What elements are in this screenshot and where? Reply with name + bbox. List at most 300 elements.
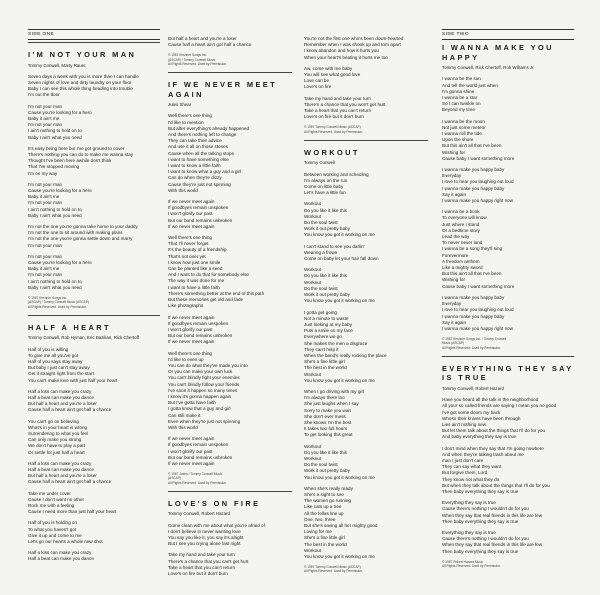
lyric-line: She knows I'm the best bbox=[304, 419, 352, 425]
lyric-line: Have you heard all the talk in the neighborhood bbox=[442, 397, 539, 403]
lyric-stanza bbox=[28, 146, 160, 177]
side-two-label: SIDE TWO bbox=[442, 29, 574, 40]
lyric-line: That's not over yet bbox=[168, 253, 206, 259]
lyric-line: The women go running bbox=[304, 498, 351, 504]
lyric-line: When the band's really rocking the place bbox=[304, 352, 387, 358]
copyright-line: All Rights Reserved. Used by Permission. bbox=[442, 563, 501, 568]
song-credits: Tommy Conwell, Robert Hazard bbox=[442, 385, 504, 391]
lyric-line: Cause when all the talking stops bbox=[168, 150, 234, 156]
lyric-line: Sorry to make you wait bbox=[304, 407, 351, 413]
lyric-line: I'd like to mention bbox=[168, 119, 204, 125]
lyric-line: Rock me with a feeling bbox=[28, 502, 75, 508]
copyright-line: All Rights Reserved. Used by Permission. bbox=[304, 569, 363, 574]
lyric-stanza bbox=[168, 235, 292, 309]
lyric-line: I ain't nothing to hold on to bbox=[28, 206, 82, 212]
lyric-stanza bbox=[28, 461, 160, 486]
lyric-line: I won't glorify our past bbox=[168, 448, 213, 454]
lyric-line: I'm on my way bbox=[28, 170, 58, 176]
lyric-line: It's easy being here but I've got ground to cover bbox=[28, 145, 125, 151]
lyric-line: I want to have something else bbox=[168, 156, 229, 162]
lyric-line: Can be planted like a seed bbox=[168, 266, 223, 272]
side-one-label: SIDE ONE bbox=[28, 29, 160, 40]
lyric-stanza bbox=[168, 523, 292, 548]
lyric-line: There's a chance that you can't get hurt bbox=[168, 558, 249, 564]
copyright-line: © 1987 Kirshner Songs Inc. / Tommy Conwell bbox=[442, 337, 507, 342]
lyric-line: I'm out the door bbox=[28, 92, 60, 98]
lyric-line: But our bond remains unbroken bbox=[168, 217, 233, 223]
lyric-line: I wanna be a star bbox=[442, 95, 478, 100]
copyright-notice bbox=[304, 565, 428, 573]
lyric-line: I'm not the one you're gonna settle down and marry bbox=[28, 236, 133, 242]
lyric-stanza bbox=[304, 267, 428, 304]
lyric-line: Like photographs bbox=[168, 303, 204, 309]
lyric-line: I've got some doom my back bbox=[442, 409, 501, 415]
lyric-line: If we never meet again bbox=[168, 436, 215, 442]
section-divider bbox=[168, 491, 292, 492]
lyric-line: I've soon it happen so many times bbox=[168, 387, 238, 393]
lyric-line: You can't go on believing bbox=[28, 418, 79, 424]
lyric-line: But our bond remains unbroken bbox=[168, 454, 233, 460]
lyric-line: All the fellas line up bbox=[304, 510, 344, 516]
lyric-line: But half a heart and you're a loser bbox=[168, 36, 237, 41]
lyric-line: I won't glorify our past bbox=[168, 211, 213, 217]
copyright-notice bbox=[442, 337, 574, 350]
lyric-line: Cause half a heart ain't got half a chance bbox=[28, 407, 112, 413]
lyric-line: Remember when I was shook up and torn apart bbox=[304, 42, 401, 48]
copyright-line: (ASCAP) / Tommy Conwell Music bbox=[168, 57, 216, 62]
lyric-line: I don't believe in never wanting love bbox=[168, 528, 241, 534]
lyric-stanza bbox=[442, 209, 574, 290]
lyric-line: The way it was done for me bbox=[168, 278, 225, 284]
lyric-line: I wanna be a book bbox=[442, 209, 480, 215]
lyric-line: Come on little baby bbox=[304, 184, 344, 190]
lyric-line: Take a heart that you can't return bbox=[304, 108, 372, 114]
lyric-line: Just looking at my baby bbox=[304, 321, 353, 327]
song-title: EVERYTHING THEY SAY IS TRUE bbox=[442, 363, 574, 383]
lyric-line: Surrendering to what you feel bbox=[28, 430, 89, 436]
copyright-notice bbox=[28, 296, 160, 309]
lyric-line: To never never land bbox=[442, 240, 483, 246]
lyric-line: Cause there's nothing I wouldn't do for you bbox=[442, 506, 529, 512]
lyric-line: But half a heart and you're a loser bbox=[28, 401, 97, 407]
lyric-line: But half a heart and you're a loser bbox=[28, 473, 97, 479]
section-divider bbox=[28, 42, 160, 43]
lyric-line: Work it out pretty baby bbox=[304, 226, 350, 232]
lyric-line: Cause I need more than just half your heart bbox=[28, 509, 117, 515]
copyright-notice bbox=[168, 472, 292, 485]
lyric-line: There's a chance that you won't get hurt bbox=[304, 101, 386, 107]
lyric-line: I'm not the one you're gonna take home to your daddy bbox=[28, 224, 138, 230]
lyric-line: When they say that real friends in this life are few bbox=[442, 542, 543, 548]
copyright-line: All Rights Reserved. Used by Permission. bbox=[28, 304, 87, 309]
lyric-line: Workout bbox=[304, 455, 322, 461]
lyric-line: There's nothing you can do to make me wanna stay bbox=[28, 152, 134, 158]
lyric-line: It's the beauty of a friendship bbox=[168, 247, 227, 253]
lyric-line: She don't ever mess bbox=[304, 413, 346, 419]
lyric-line: Like cats up a tree bbox=[304, 504, 342, 510]
lyric-line: Can do when they're dizzy bbox=[168, 175, 222, 181]
lyric-line: Half of you is holding on bbox=[28, 520, 78, 526]
lyric-line: Do you like it like this bbox=[304, 207, 347, 213]
lyric-line: Workout bbox=[304, 213, 322, 219]
lyric-line: If goodbyes remain unspoken bbox=[168, 320, 229, 326]
lyric-line: The best in the world bbox=[304, 541, 347, 547]
lyric-line: But forgive them, Lord bbox=[442, 470, 488, 476]
lyric-line: They can take their advice bbox=[168, 138, 222, 144]
lyric-line: I want to know what a guy and a girl bbox=[168, 169, 242, 175]
lyric-line: Not a minute to waste bbox=[304, 315, 349, 321]
lyric-stanza bbox=[304, 201, 428, 238]
lyric-stanza bbox=[304, 96, 428, 121]
lyric-stanza bbox=[168, 113, 292, 194]
lyric-line: To what you haven't got bbox=[28, 526, 77, 532]
lyric-stanza bbox=[28, 104, 160, 141]
lyric-stanza bbox=[28, 550, 160, 562]
lyric-line: Half a beat can make you dance bbox=[28, 394, 94, 400]
lyric-stanza bbox=[442, 500, 574, 525]
lyric-line: She makes the men a disgrace bbox=[304, 340, 368, 346]
lyric-line: Seven days a week with you is more than I can handle bbox=[28, 73, 139, 79]
lyric-line: Wishing for bbox=[442, 149, 465, 155]
lyric-line: Workout bbox=[304, 443, 322, 449]
lyric-stanza bbox=[28, 520, 160, 545]
lyric-line: Do you like it like this bbox=[304, 273, 347, 279]
lyric-line: I gotta get going bbox=[304, 309, 337, 315]
lyric-line: I know abandon and how it hurts you bbox=[304, 48, 379, 54]
copyright-line: © 1987 Robert Hazard Music bbox=[442, 559, 484, 564]
lyric-line: I gotta know that a guy and girl bbox=[168, 406, 231, 412]
lyric-line: And tell the world just when bbox=[442, 82, 498, 88]
lyric-stanza bbox=[168, 36, 292, 48]
lyric-line: Give it up and come to me bbox=[28, 532, 82, 538]
song-title: WORKOUT bbox=[304, 147, 360, 157]
song-title: I'M NOT YOUR MAN bbox=[28, 50, 137, 59]
copyright-notice bbox=[168, 53, 292, 66]
lyric-line: But after everything's already happened bbox=[168, 125, 250, 131]
lyric-line: You can't make love with just half your heart bbox=[28, 377, 118, 383]
lyric-line: Even when they're just not spinning bbox=[168, 418, 241, 424]
lyric-line: I ain't nothing to hold on to bbox=[28, 278, 82, 284]
lyric-line: Everyday bbox=[442, 173, 462, 179]
lyric-line: I wanna make you happy baby bbox=[442, 185, 505, 191]
lyric-line: But when they talk about the things that I'll do for you bbox=[442, 482, 550, 488]
lyric-line: Upon the shore bbox=[442, 137, 474, 143]
lyric-line: I ain't nothing to hold on to bbox=[28, 128, 82, 134]
lyric-line: You can't blindly fight your enemies bbox=[168, 375, 240, 381]
lyric-line: I love to hear you laughing out loud bbox=[442, 179, 514, 185]
lyric-line: She just laughs when I say bbox=[304, 401, 359, 407]
lyric-line: Half a kiss can make you crazy bbox=[28, 550, 92, 556]
lyric-line: To get looking this great bbox=[304, 432, 353, 438]
lyric-line: I'm always there too bbox=[304, 395, 345, 401]
lyric-line: If goodbyes remain unspoken bbox=[168, 205, 229, 211]
lyric-line: She's a sight to see bbox=[304, 491, 344, 497]
lyric-stanza bbox=[28, 182, 160, 219]
lyric-stanza bbox=[168, 436, 292, 467]
copyright-line: All Rights Reserved. Used by Permission. bbox=[168, 61, 227, 66]
lyric-stanza bbox=[304, 310, 428, 384]
lyric-line: You know you got it working on me bbox=[304, 474, 375, 480]
lyric-stanza bbox=[442, 167, 574, 204]
lyric-line: I'm gonna shine bbox=[442, 88, 475, 94]
lyric-line: The best in the world bbox=[304, 365, 347, 371]
lyric-line: Workout bbox=[304, 371, 322, 377]
lyric-line: Baby I ain't what you need bbox=[28, 134, 82, 140]
song-credits: Jules Shear bbox=[168, 102, 192, 108]
lyric-stanza bbox=[304, 389, 428, 439]
lyric-line: Baby I can see this whole thing heading into trouble bbox=[28, 86, 133, 92]
lyric-line: Or a bedtime story bbox=[442, 227, 480, 233]
lyric-line: When I go driving with my girl bbox=[304, 388, 364, 394]
lyric-line: A freedom anthem bbox=[442, 258, 480, 264]
lyric-stanza bbox=[28, 224, 160, 249]
lyric-line: To everyone will know bbox=[442, 215, 487, 221]
lyric-line: Do you like it like this bbox=[304, 449, 347, 455]
lyrics-column-4 bbox=[442, 36, 574, 574]
lyric-line: But I've gotta have faith bbox=[168, 400, 216, 406]
lyric-line: I wanna be a song they'll sing bbox=[442, 246, 503, 252]
lyric-line: I'd like to even up bbox=[168, 356, 204, 362]
song-title: HALF A HEART bbox=[28, 322, 111, 332]
lyric-stanza bbox=[304, 486, 428, 560]
lyric-line: Wearing a frown bbox=[304, 249, 338, 255]
lyric-line: If we never meet again bbox=[168, 460, 215, 466]
copyright-line: (ASCAP) / Tommy Conwell Music (ASCAP) bbox=[28, 300, 90, 305]
lyric-line: If we never meet again bbox=[168, 314, 215, 320]
lyric-stanza bbox=[304, 172, 428, 197]
song-title: LOVE'S ON FIRE bbox=[168, 498, 261, 508]
lyric-line: You're not the first one who's been down-hearted bbox=[304, 36, 404, 41]
lyric-line: Cause I don't want no other bbox=[28, 496, 85, 502]
lyric-line: You say you like it, you say it's alright bbox=[168, 534, 244, 540]
lyric-stanza bbox=[442, 446, 574, 496]
lyric-line: I wanna make you happy right now bbox=[442, 325, 513, 331]
lyric-line: You know you got it working on me bbox=[304, 232, 375, 238]
section-divider bbox=[168, 72, 292, 73]
lyric-line: I'm not your man bbox=[28, 122, 63, 128]
lyric-line: Take me under cover bbox=[28, 490, 71, 496]
copyright-line: © 1987 Kirshner Songs Inc. bbox=[168, 53, 208, 58]
lyric-line: I don't mind when they say that I'm going nowhere bbox=[442, 445, 544, 451]
lyric-line: So I can twinkle on bbox=[442, 101, 481, 107]
lyric-line: Half a beat can make you dance bbox=[28, 556, 94, 562]
lyric-line: Do the soul twist bbox=[304, 285, 338, 291]
lyric-line: I wanna be the moon bbox=[442, 118, 485, 124]
lyric-line: If goodbyes remain unspoken bbox=[168, 442, 229, 448]
lyric-line: One, two, three bbox=[304, 516, 336, 522]
copyright-line: All Rights Reserved. Used by Permission. bbox=[304, 129, 363, 134]
section-divider bbox=[28, 315, 160, 316]
lyric-line: I'm not your man bbox=[28, 272, 63, 278]
lyric-line: Baby I ain't what you need bbox=[28, 212, 82, 218]
lyric-line: Everything they say is true bbox=[442, 529, 496, 535]
lyric-line: I wanna make you happy baby bbox=[442, 167, 505, 173]
lyric-stanza bbox=[442, 295, 574, 332]
lyric-line: Cause you're looking for a hero bbox=[28, 188, 92, 194]
lyric-line: You can do what they've made you into bbox=[168, 362, 248, 368]
copyright-line: All Rights Reserved. Used by Permission. bbox=[168, 480, 227, 485]
lyric-line: Or you can make your own luck bbox=[168, 369, 233, 375]
song-credits: Tommy Conwell bbox=[304, 160, 335, 166]
lyric-line: With this world bbox=[168, 424, 198, 430]
lyric-line: Do the soul twist bbox=[304, 220, 338, 226]
lyric-line: What's in your heart is wrong bbox=[28, 424, 88, 430]
lyric-stanza bbox=[304, 66, 428, 91]
lyric-line: Then baby everything they say is true bbox=[442, 518, 519, 524]
lyric-line: Cause baby I want something more bbox=[442, 283, 515, 289]
lyric-line: Work it out pretty baby bbox=[304, 292, 350, 298]
lyric-line: Let's have a little fun bbox=[304, 190, 346, 196]
lyric-line: They can't help it bbox=[304, 346, 339, 352]
lyric-line: Just where I stand bbox=[442, 221, 480, 227]
lyric-line: Baby it ain't me bbox=[28, 116, 60, 122]
lyric-line: But let them talk about the things that I'll do for you bbox=[442, 428, 546, 434]
lyric-stanza bbox=[304, 36, 428, 61]
lyric-line: Not just some meteor bbox=[442, 124, 486, 130]
lyric-line: I'm not your man bbox=[28, 181, 63, 187]
lyric-line: She's a fine little girl bbox=[304, 359, 345, 365]
copyright-notice bbox=[442, 560, 574, 568]
lyric-line: I know it's gonna happen again bbox=[168, 393, 232, 399]
lyric-line: But these memories get old and fade bbox=[168, 297, 244, 303]
lyric-line: Cause there's nothing I wouldn't do for you bbox=[442, 536, 529, 542]
lyrics-column-3 bbox=[304, 36, 428, 580]
lyric-stanza bbox=[168, 315, 292, 346]
lyric-line: Do the soul twist bbox=[304, 462, 338, 468]
copyright-line: Music (ASCAP) bbox=[442, 341, 465, 346]
lyric-line: Like a mighty sword bbox=[442, 265, 483, 271]
lyric-line: When your heart's beating it hurts me too bbox=[304, 54, 388, 60]
lyric-line: I want to have a little faith bbox=[168, 284, 220, 290]
lyric-line: Cause you're looking for a hero bbox=[28, 260, 92, 266]
lyric-stanza bbox=[168, 552, 292, 577]
lyric-line: Say it again bbox=[442, 191, 467, 197]
section-divider bbox=[304, 140, 428, 141]
lyric-line: You know you got it working on me bbox=[304, 298, 375, 304]
lyric-line: Well there's one thing bbox=[168, 350, 212, 356]
lyric-line: And baby everything they say is true bbox=[442, 434, 517, 440]
lyric-stanza bbox=[442, 76, 574, 113]
lyric-line: Come clean with me about what you're afraid of bbox=[168, 522, 265, 528]
lyric-line: Cause they're just not spinning bbox=[168, 181, 231, 187]
lyric-line: Work it out pretty baby bbox=[304, 468, 350, 474]
lyric-line: Everything they say is true bbox=[442, 500, 496, 506]
lyric-line: And I want to do that for somebody else bbox=[168, 272, 249, 278]
lyric-line: That I'll never forget bbox=[168, 241, 209, 247]
lyric-line: Half of you is willing bbox=[28, 346, 69, 352]
lyric-line: Love's on fire bbox=[304, 84, 332, 90]
lyric-line: Baby it ain't me bbox=[28, 266, 60, 272]
lyric-line: Workout bbox=[304, 547, 322, 553]
lyric-line: Workout bbox=[304, 201, 322, 207]
lyric-line: If we never meet again bbox=[168, 223, 215, 229]
lyric-stanza bbox=[304, 444, 428, 481]
lyric-line: When they say that real friends in this life are few bbox=[442, 512, 543, 518]
lyric-line: Forevermore bbox=[442, 252, 469, 258]
copyright-notice bbox=[304, 125, 428, 133]
copyright-line: © 1987 Juters / Tommy Conwell Music bbox=[168, 472, 223, 477]
lyric-line: Thought I've been here awhile don't think bbox=[28, 158, 112, 164]
lyric-line: But baby I just can't stay away bbox=[28, 365, 90, 371]
lyric-stanza bbox=[28, 254, 160, 291]
lyric-stanza bbox=[304, 244, 428, 263]
lyric-line: I wanna be the sun bbox=[442, 76, 481, 82]
lyric-stanza bbox=[442, 530, 574, 555]
lyric-line: Baby it ain't me bbox=[28, 194, 60, 200]
lyric-stanza bbox=[28, 389, 160, 414]
lyric-line: I can't stand to see you darlin' bbox=[304, 243, 365, 249]
lyric-line: Cause half a heart ain't got half a chance bbox=[28, 479, 112, 485]
lyric-line: I won't glorify our past bbox=[168, 326, 213, 332]
lyric-line: Say it again bbox=[442, 319, 467, 325]
lyric-line: There's something better at the end of this path bbox=[168, 290, 265, 296]
lyric-line: I want to know a little faith bbox=[168, 163, 221, 169]
lyric-line: Everyday bbox=[442, 301, 462, 307]
lyric-line: But this ain't all that I've been bbox=[442, 271, 502, 277]
lyric-line: Can only make you strong bbox=[28, 437, 82, 443]
lyric-line: Baby I ain't what you need bbox=[28, 284, 82, 290]
lyric-stanza bbox=[442, 119, 574, 162]
lyric-line: She's a fine little girl bbox=[304, 535, 345, 541]
lyric-line: Then baby everything they say is true bbox=[442, 488, 519, 494]
lyric-line: man I just don't care bbox=[442, 457, 484, 463]
lyric-stanza bbox=[168, 199, 292, 230]
lyric-line: Loving for me bbox=[304, 529, 332, 535]
lyric-stanza bbox=[28, 347, 160, 384]
lyric-line: They know not what they do bbox=[442, 476, 500, 482]
copyright-line: © 1987 Tommy Conwell Music (ASCAP) bbox=[304, 125, 361, 130]
lyric-stanza bbox=[28, 419, 160, 456]
lyric-line: Cause baby I want something more bbox=[442, 155, 515, 161]
lyric-line: Then baby everything they say is true bbox=[442, 548, 519, 554]
lyric-line: I'm not your man bbox=[28, 253, 63, 259]
copyright-line: (ASCAP) bbox=[168, 476, 181, 481]
section-divider bbox=[442, 356, 574, 357]
lyric-stanza bbox=[168, 351, 292, 432]
lyric-line: Half a kiss can make you crazy bbox=[28, 460, 92, 466]
lyric-line: Whoso their knives have been through bbox=[442, 415, 521, 421]
lyric-line: Half a beat can make you dance bbox=[28, 466, 94, 472]
lyric-line: Love can be bbox=[304, 78, 330, 84]
lyric-line: You will see what good love bbox=[304, 72, 361, 78]
lyric-line: Take a heart that you can't return bbox=[168, 564, 236, 570]
lyric-line: Puts a smile on my face bbox=[304, 328, 353, 334]
lyric-line: I know how just one smile bbox=[168, 259, 221, 265]
lyric-line: It takes two full hours bbox=[304, 426, 348, 432]
lyric-line: Come on baby let your hair fall down bbox=[304, 256, 379, 262]
lyric-line: Lies ain't nothing new bbox=[442, 421, 487, 427]
lyric-line: I'm not the one to sit around with making plans bbox=[28, 230, 123, 236]
lyric-line: If we never meet again bbox=[168, 339, 215, 345]
song-credits: Tommy Conwell, Rob Hyman, Eric Bazilian, Rick Chertoff bbox=[28, 335, 139, 341]
lyric-stanza bbox=[28, 74, 160, 99]
lyric-stanza bbox=[28, 491, 160, 516]
lyric-line: I'm not your man bbox=[28, 200, 63, 206]
lyric-line: Cause half a heart ain't got half a chance bbox=[168, 42, 252, 48]
lyric-line: Get it straight right from the start bbox=[28, 371, 94, 377]
lyric-line: Or settle for just half a heart bbox=[28, 449, 85, 455]
lyric-line: They can say what they want bbox=[442, 464, 502, 470]
lyric-line: If we never meet again bbox=[168, 199, 215, 205]
lyric-line: Beyond my time bbox=[442, 107, 475, 113]
lyric-line: And use it all on those stones bbox=[168, 144, 229, 150]
lyric-line: Seven nights of love and dirty laundry on your floor bbox=[28, 80, 132, 85]
song-title: I WANNA MAKE YOU HAPPY bbox=[442, 43, 554, 62]
lyrics-column-2 bbox=[168, 36, 292, 582]
lyric-line: I love to hear you laughing out loud bbox=[442, 307, 514, 313]
lyric-line: When she's really ready bbox=[304, 485, 353, 491]
lyric-line: I wanna make you happy right now bbox=[442, 198, 513, 204]
